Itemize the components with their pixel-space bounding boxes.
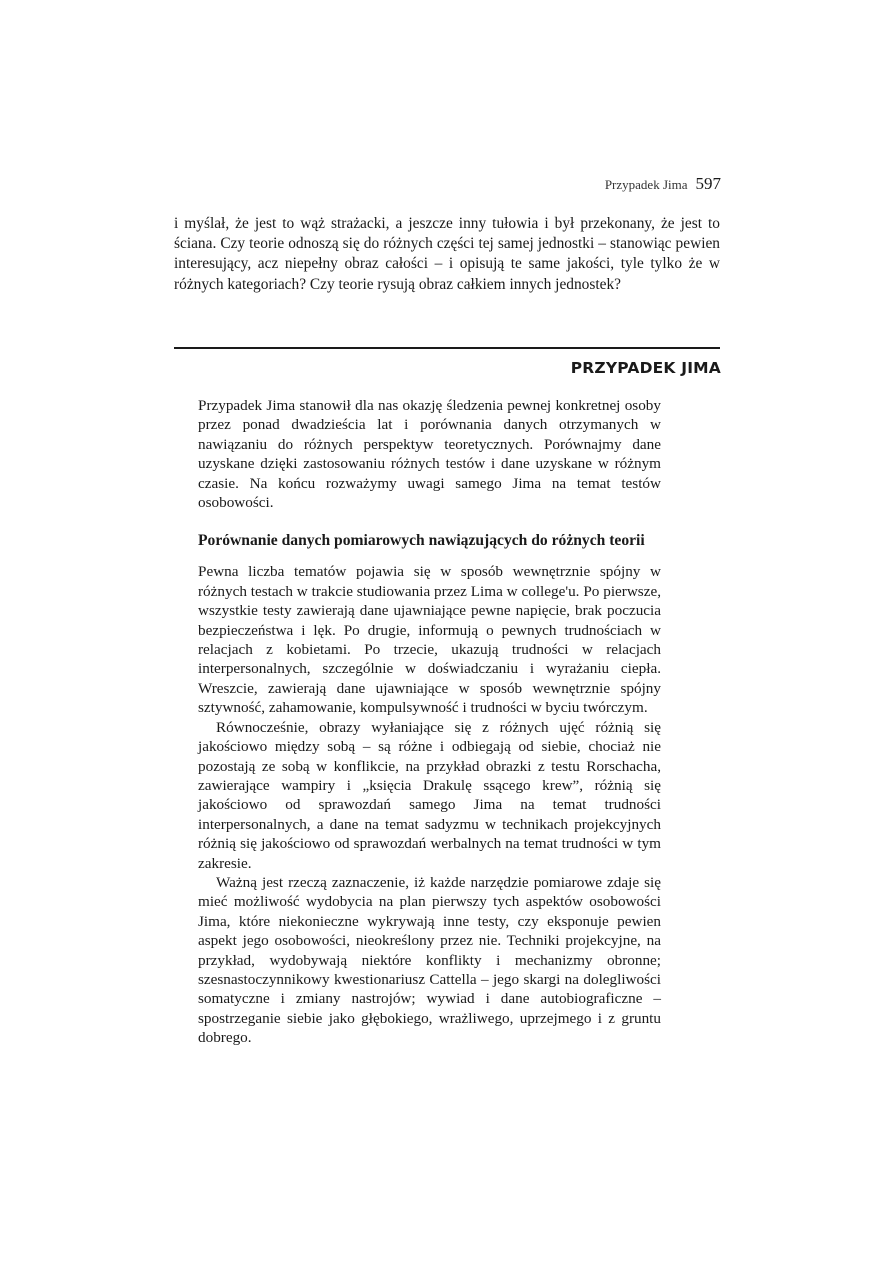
body-paragraph: Pewna liczba tematów pojawia się w sposób wewnętrznie spójny w różnych testach w trakcie studiowania przez Lima w college'u. Po pierwsze, wszystkie testy zawierają dane ujawniające pewne napięcie, brak poczucia bezpieczeństwa i lęk. Po drugie, informują o pewnych trudnościach w relacjach z kobietami. Po trzecie, ukazują trudności w relacjach interpersonalnych, szczególnie w doświadczaniu i wyrażaniu ciepła. Wreszcie, zawierają dane ujawniające w sposób wewnętrznie spójny sztywność, zahamowanie, kompulsywność i trudności w byciu twórczym. bbox=[198, 563, 661, 717]
section-title: PRZYPADEK JIMA bbox=[570, 359, 721, 377]
intro-paragraph: i myślał, że jest to wąż strażacki, a jeszcze inny tułowia i był przekonany, że jest to ściana. Czy teorie odnoszą się do różnych części tej samej jednostki – stanowiąc pewien interesujący, acz niepełny obraz całości – i opisują te same jakości, tyle tylko że w różnych kategoriach? Czy teorie rysują obraz całkiem innych jednostek? bbox=[174, 215, 720, 293]
running-title: Przypadek Jima bbox=[604, 177, 688, 192]
body-paragraph: Ważną jest rzeczą zaznaczenie, iż każde narzędzie pomiarowe zdaje się mieć możliwość wydobycia na plan pierwszy tych aspektów osobowości Jima, które niekonieczne wykrywają inne testy, czy eksponuje pewien aspekt jego osobowości, nieokreślony przez nie. Techniki projekcyjne, na przykład, wydobywają niektóre konflikty i mechanizmy obronne; szesnastoczynnikowy kwestionariusz Cattella – jego skargi na dolegliwości somatyczne i zmiany nastrojów; wywiad i dane autobiograficzne – spostrzeganie siebie jako głębokiego, wrażliwego, uprzejmego i z gruntu dobrego. bbox=[198, 873, 661, 1047]
page-number: 597 bbox=[695, 174, 721, 193]
section-body bbox=[198, 396, 661, 1048]
subsection-title: Porównanie danych pomiarowych nawiązujących do różnych teorii bbox=[198, 532, 645, 550]
running-header bbox=[605, 174, 721, 194]
section-divider bbox=[174, 347, 720, 349]
body-paragraph: Równocześnie, obrazy wyłaniające się z różnych ujęć różnią się jakościowo między sobą – są różne i odbiegają od siebie, chociaż nie pozostają ze sobą w konflikcie, na przykład obrazki z testu Rorschacha, zawierające wampiry i „księcia Drakulę ssącego krew”, różnią się jakościowo od sprawozdań samego Jima na temat trudności interpersonalnych, a dane na temat sadyzmu w technikach projekcyjnych różnią się jakościowo od sprawozdań werbalnych na temat trudności w tym zakresie. bbox=[198, 718, 661, 872]
lead-paragraph: Przypadek Jima stanowił dla nas okazję śledzenia pewnej konkretnej osoby przez ponad dwadzieścia lat i porównania danych otrzymanych w nawiązaniu do różnych perspektyw teoretycznych. Porównajmy dane uzyskane dzięki zastosowaniu różnych testów i dane uzyskane w różnym czasie. Na końcu rozważymy uwagi samego Jima na temat testów osobowości. bbox=[198, 397, 661, 512]
